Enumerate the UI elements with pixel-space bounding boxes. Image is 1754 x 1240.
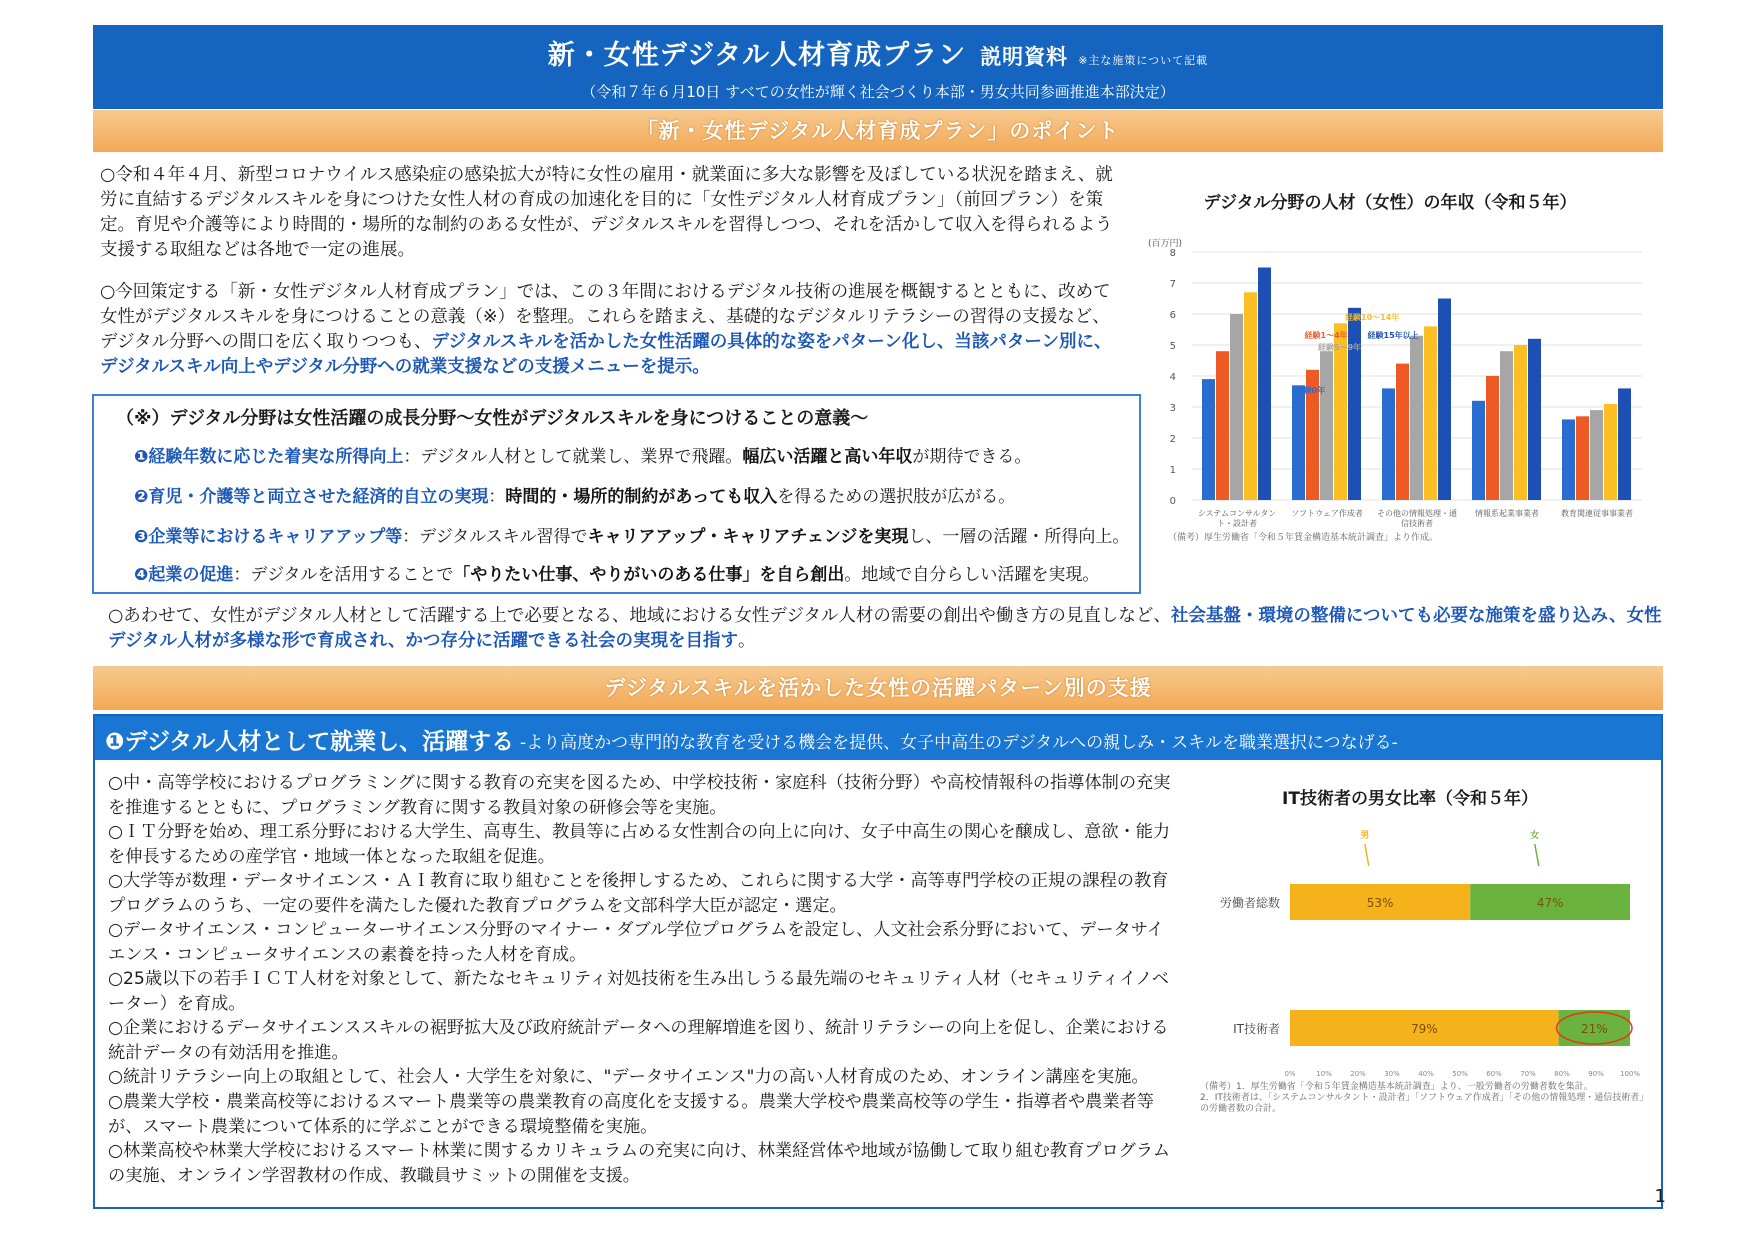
series-label: 男 <box>1360 831 1370 841</box>
bar <box>1528 339 1541 500</box>
it-ratio-chart <box>1170 814 1660 1076</box>
x-tick-label: 0% <box>1284 1070 1296 1076</box>
income-bar-chart <box>1140 238 1660 548</box>
intro-paragraph-2 <box>100 280 1125 380</box>
x-tick-label: 10% <box>1316 1070 1332 1076</box>
x-tick-label: 90% <box>1588 1070 1604 1076</box>
title-text: 新・女性デジタル人材育成プラン <box>547 40 967 71</box>
category-label: 労働者総数 <box>1219 896 1280 910</box>
y-tick-label: 3 <box>1169 403 1176 414</box>
bar <box>1514 345 1527 500</box>
bar <box>1438 299 1451 501</box>
series-annotation: 経験15年以上 <box>1367 331 1419 340</box>
y-tick-label: 0 <box>1169 496 1176 507</box>
y-tick-label: 8 <box>1169 248 1176 259</box>
series-pointer <box>1535 844 1539 866</box>
x-tick-label: 50% <box>1452 1070 1468 1076</box>
header-date: （令和７年６月10日 すべての女性が輝く社会づくり本部・男女共同参画推進本部決定） <box>581 83 1175 101</box>
intro-paragraph-1: ○令和４年４月、新型コロナウイルス感染症の感染拡大が特に女性の雇用・就業面に多大な影響を及ぼしている状況を踏まえ、就労に直結するデジタルスキルを身につけた女性人材の育成の加速化を目的に「女性デジタル人材育成プラン」（前回プラン）を策定。育児や介護等により時間的・場所的な制約のある女性が、デジタルスキルを習得しつつ、それを活かして収入を得られるよう支援する取組などは各地で一定の進展。 <box>100 165 1113 260</box>
x-tick-label: 信技術者 <box>1401 519 1433 528</box>
bar <box>1590 410 1603 500</box>
bar <box>1216 351 1229 500</box>
bar <box>1292 385 1305 500</box>
bar <box>1618 388 1631 500</box>
section-1-item: ○林業高校や林業大学校におけるスマート林業に関するカリキュラムの充実に向け、林業経営体や地域が協働して取り組む教育プログラムの実施、オンライン学習教材の作成、教職員サミットの開催を支援。 <box>108 1141 1171 1186</box>
x-tick-label: 20% <box>1350 1070 1366 1076</box>
x-tick-label: ソフトウェア作成者 <box>1291 509 1363 518</box>
series-annotation: 経験5～9年 <box>1318 343 1362 352</box>
series-pointer <box>1365 844 1369 866</box>
y-tick-label: 4 <box>1169 372 1176 383</box>
section-1-item: ○統計リテラシー向上の取組として、社会人・大学生を対象に、"データサイエンス"力の高い人材育成のため、オンライン講座を実施。 <box>108 1067 1149 1087</box>
section-1-title: ❶デジタル人材として就業し、活躍する <box>105 729 515 755</box>
x-tick-label: 40% <box>1418 1070 1434 1076</box>
y-tick-label: 7 <box>1169 279 1176 290</box>
page-title <box>93 33 1663 72</box>
bar-value-label: 79% <box>1410 1022 1438 1036</box>
page-number: 1 <box>1654 1186 1666 1207</box>
x-tick-label: システムコンサルタン <box>1197 509 1277 518</box>
section-1-item: ○ＩＴ分野を始め、理工系分野における大学生、高専生、教員等に占める女性割合の向上に向け、女子中高生の関心を醸成し、意欲・能力を伸長するための産学官・地域一体となった取組を促進。 <box>108 822 1171 867</box>
y-tick-label: 5 <box>1169 341 1176 352</box>
significance-title: （※）デジタル分野は女性活躍の成長分野～女性がデジタルスキルを身につけることの意義～ <box>116 408 869 429</box>
category-label: IT技術者 <box>1233 1022 1280 1036</box>
bar <box>1244 292 1257 500</box>
it-ratio-note-1: （備考）1．厚生労働省「令和５年賃金構造基本統計調査」より、一般労働者の労働者数を集計。 <box>1200 1082 1593 1092</box>
bar <box>1410 336 1423 500</box>
bar <box>1202 379 1215 500</box>
x-tick-label: 情報系起業事業者 <box>1475 509 1539 518</box>
section-1-item: ○大学等が数理・データサイエンス・ＡＩ教育に取り組むことを後押しするため、これらに関する大学・高等専門学校の正規の課程の教育プログラムのうち、一定の要件を満たした優れた教育プログラムを文部科学大臣が認定・選定。 <box>108 871 1169 916</box>
points-band: 「新・女性デジタル人材育成プラン」のポイント <box>93 110 1663 152</box>
also-highlight: 社会基盤・環境の整備についても必要な施策を盛り込み、女性デジタル人材が多様な形で育成され、かつ存分に活躍できる社会の実現を目指す <box>108 606 1662 651</box>
section-1-item: ○データサイエンス・コンピューターサイエンス分野のマイナー・ダブル学位プログラムを設定し、人文社会系分野において、データサイエンス・コンピュータサイエンスの素養を持った人材を育成。 <box>108 920 1164 965</box>
section-1-item: ○中・高等学校におけるプログラミングに関する教育の充実を図るため、中学校技術・家庭科（技術分野）や高校情報科の指導体制の充実を推進するとともに、プログラミング教育に関する教員対象の研修会等を実施。 <box>108 773 1171 818</box>
x-tick-label: 教育関連従事事業者 <box>1561 509 1633 518</box>
significance-item-1: ❶経験年数に応じた着実な所得向上：デジタル人材として就業し、業界で飛躍。幅広い活躍と高い年収が期待できる。 <box>134 447 1032 467</box>
x-tick-label: 100% <box>1619 1070 1641 1076</box>
bar <box>1424 326 1437 500</box>
also-paragraph <box>108 604 1663 654</box>
x-tick-label: 60% <box>1486 1070 1502 1076</box>
y-tick-label: 1 <box>1169 465 1176 476</box>
bar <box>1382 388 1395 500</box>
y-tick-label: 2 <box>1169 434 1176 445</box>
bar <box>1500 351 1513 500</box>
intro-p2-text: ○今回策定する「新・女性デジタル人材育成プラン」では、この３年間におけるデジタル技術の進展を概観するとともに、改めて女性がデジタルスキルを身につけることの意義（※）を整理。これらを踏まえ、基礎的なデジタルリテラシーの習得の支援など、デジタル分野への間口を広く取りつつも、 <box>100 282 1111 352</box>
support-band: デジタルスキルを活かした女性の活躍パターン別の支援 <box>93 666 1663 710</box>
bar-value-label: 53% <box>1366 896 1394 910</box>
also-end: 。 <box>738 631 756 651</box>
bar <box>1472 401 1485 500</box>
significance-item-4: ❹起業の促進：デジタルを活用することで「やりたい仕事、やりがいのある仕事」を自ら創出。地域で自分らしい活躍を実現。 <box>134 565 1100 585</box>
x-tick-label: 30% <box>1384 1070 1400 1076</box>
y-axis-label: (百万円) <box>1148 239 1183 249</box>
bar-value-label: 47% <box>1536 896 1564 910</box>
income-chart-title: デジタル分野の人材（女性）の年収（令和５年） <box>1203 193 1577 213</box>
bar <box>1562 419 1575 500</box>
section-1-item: ○25歳以下の若手ＩＣＴ人材を対象として、新たなセキュリティ対処技術を生み出しうる最先端のセキュリティ人材（セキュリティイノベーター）を育成。 <box>108 969 1169 1014</box>
series-annotation: 経験0年 <box>1295 386 1326 395</box>
header-note: ※主な施策について記載 <box>1078 54 1209 67</box>
bar <box>1348 308 1361 500</box>
series-annotation: 経験1～4年 <box>1304 331 1348 340</box>
section-1-item: ○企業におけるデータサイエンススキルの裾野拡大及び政府統計データへの理解増進を図り、統計リテラシーの向上を促し、企業における統計データの有効活用を推進。 <box>108 1018 1169 1063</box>
significance-item-3: ❸企業等におけるキャリアアップ等：デジタルスキル習得でキャリアアップ・キャリアチェンジを実現し、一層の活躍・所得向上。 <box>134 527 1130 547</box>
bar-value-label: 21% <box>1580 1022 1608 1036</box>
bar <box>1604 404 1617 500</box>
series-label: 女 <box>1530 831 1540 841</box>
it-ratio-note-2: 2．IT技術者は、「システムコンサルタント・設計者」「ソフトウェア作成者」「その他の情報処理・通信技術者」の労働者数の合計。 <box>1200 1093 1649 1114</box>
significance-box <box>92 394 1141 594</box>
bar <box>1486 376 1499 500</box>
bar <box>1258 268 1271 501</box>
income-chart-source: （備考）厚生労働省「令和５年賃金構造基本統計調査」より作成。 <box>1168 533 1439 543</box>
y-tick-label: 6 <box>1169 310 1176 321</box>
section-1-header <box>95 716 1661 760</box>
it-ratio-chart-title: IT技術者の男女比率（令和５年） <box>1282 789 1538 809</box>
bar <box>1396 364 1409 500</box>
bar <box>1576 416 1589 500</box>
x-tick-label: その他の情報処理・通 <box>1377 509 1457 518</box>
it-ratio-notes <box>1200 1082 1650 1115</box>
significance-item-2: ❷育児・介護等と両立させた経済的自立の実現：時間的・場所的制約があっても収入を得るための選択肢が広がる。 <box>134 487 1016 507</box>
x-tick-label: ト・設計者 <box>1217 519 1257 528</box>
intro-p2-highlight: デジタルスキルを活かした女性活躍の具体的な姿をパターン化し、当該パターン別に、デジタルスキル向上やデジタル分野への就業支援などの支援メニューを提示。 <box>100 332 1112 377</box>
bar <box>1320 351 1333 500</box>
subtitle-text: 説明資料 <box>980 45 1069 69</box>
section-1-subtitle: -より高度かつ専門的な教育を受ける機会を提供、女子中高生のデジタルへの親しみ・スキルを職業選択につなげる- <box>520 733 1398 753</box>
x-tick-label: 70% <box>1520 1070 1536 1076</box>
also-text: ○あわせて、女性がデジタル人材として活躍する上で必要となる、地域における女性デジタル人材の需要の創出や働き方の見直しなど、 <box>108 606 1171 626</box>
header-banner <box>93 25 1663 109</box>
section-1-item: ○農業大学校・農業高校等におけるスマート農業等の農業教育の高度化を支援する。農業大学校や農業高校等の学生・指導者や農業者等が、スマート農業について体系的に学ぶことができる環境整備を実施。 <box>108 1092 1154 1137</box>
x-tick-label: 80% <box>1554 1070 1570 1076</box>
bar <box>1230 314 1243 500</box>
series-annotation: 経験10～14年 <box>1345 313 1400 322</box>
